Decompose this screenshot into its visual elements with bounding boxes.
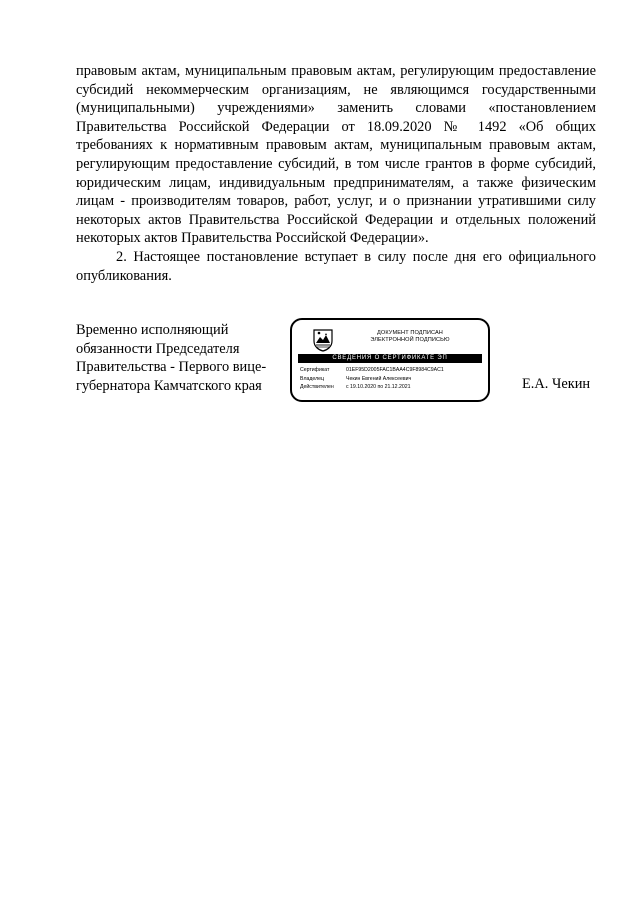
signer-name: Е.А. Чекин: [522, 376, 591, 392]
coat-of-arms-icon: [312, 328, 334, 352]
stamp-row-value: с 19.10.2020 по 21.12.2021: [346, 384, 411, 391]
signer-position-line: Правительства - Первого вице-: [76, 359, 267, 376]
stamp-heading-line: ДОКУМЕНТ ПОДПИСАН: [377, 330, 443, 336]
stamp-row-certificate: [300, 366, 484, 375]
signer-position-line: обязанности Председателя: [76, 340, 240, 357]
paragraph-item-2: 2. Настоящее постановление вступает в силу после дня его официального опубликования.: [76, 248, 596, 284]
signer-position-line: губернатора Камчатского края: [76, 377, 262, 394]
stamp-row-value: 01EF95D2005FAC1BAA4C9F8984C9AC1: [346, 367, 444, 373]
stamp-heading: [350, 330, 470, 344]
stamp-row-key: Владелец: [300, 375, 324, 382]
electronic-signature-stamp: [290, 318, 490, 402]
stamp-row-owner: [300, 375, 484, 384]
stamp-details: [300, 366, 484, 392]
stamp-heading-line: ЭЛЕКТРОННОЙ ПОДПИСЬЮ: [370, 337, 450, 343]
stamp-certificate-bar: СВЕДЕНИЯ О СЕРТИФИКАТЕ ЭП: [298, 354, 482, 363]
document-body: [76, 62, 596, 285]
stamp-row-key: Сертификат: [300, 367, 330, 373]
signer-position: [76, 321, 281, 395]
stamp-row-validity: [300, 383, 484, 392]
stamp-row-key: Действителен: [300, 384, 334, 391]
paragraph-continuation: правовым актам, муниципальным правовым актам, регулирующим предоставление субсидий некоммерческим организациям, не являющимся государственными (муниципальными) учреждениями» заменить словами «постановлением Правительства Российской Федерации от 18.09.2020 № 1492 «Об общих требованиях к нормативным правовым актам, муниципальным правовым актам, регулирующим предоставление субсидий, в том числе грантов в форме субсидий, юридическим лицам, индивидуальным предпринимателям, а также физическим лицам - производителям товаров, работ, услуг, и о признании утратившими силу некоторых актов Правительства Российской Федерации и отдельных положений некоторых актов Правительства Российской Федерации».: [76, 63, 596, 247]
stamp-row-value: Чекин Евгений Алексеевич: [346, 375, 412, 382]
signer-position-line: Временно исполняющий: [76, 322, 229, 338]
